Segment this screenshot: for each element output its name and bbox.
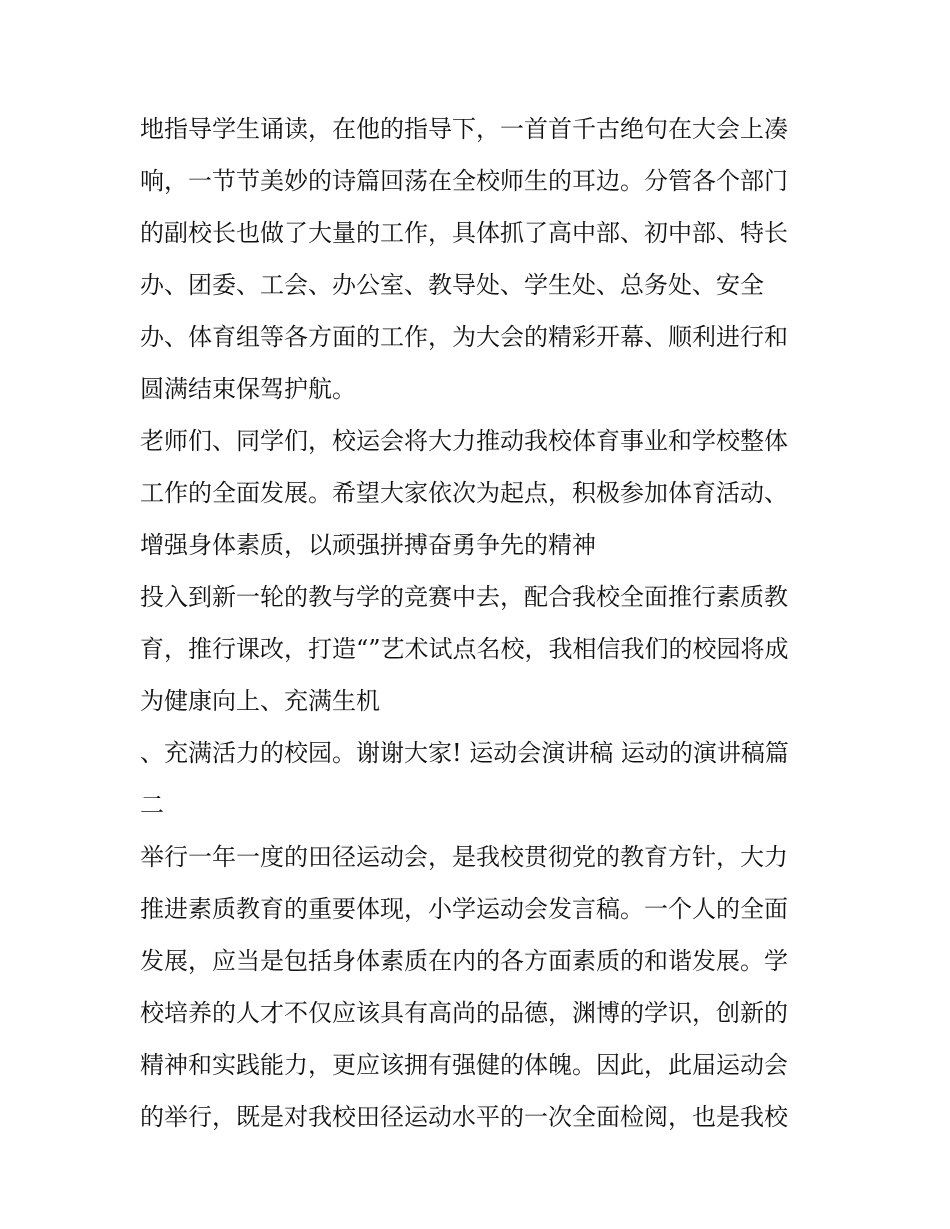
text-line: 的举行，既是对我校田径运动水平的一次全面检阅，也是我校: [140, 1103, 788, 1131]
text-line: 校培养的人才不仅应该具有高尚的品德，渊博的学识，创新的: [140, 999, 788, 1027]
text-line: 地指导学生诵读，在他的指导下，一首首千古绝句在大会上凑: [140, 115, 788, 143]
text-line: 办、体育组等各方面的工作，为大会的精彩开幕、顺利进行和: [140, 323, 788, 351]
text-line: 举行一年一度的田径运动会，是我校贯彻党的教育方针，大力: [140, 843, 788, 871]
document-body: [140, 103, 820, 1143]
text-line: 精神和实践能力，更应该拥有强健的体魄。因此，此届运动会: [140, 1051, 788, 1079]
text-line: 二: [140, 791, 164, 819]
text-line: 为健康向上、充满生机: [140, 687, 380, 715]
text-line: 老师们、同学们，校运会将大力推动我校体育事业和学校整体: [140, 427, 788, 455]
text-line: 响，一节节美妙的诗篇回荡在全校师生的耳边。分管各个部门: [140, 167, 788, 195]
text-line: 投入到新一轮的教与学的竞赛中去，配合我校全面推行素质教: [140, 583, 788, 611]
text-line: 育，推行课改，打造“”艺术试点名校，我相信我们的校园将成: [140, 635, 789, 663]
text-line: 圆满结束保驾护航。: [140, 375, 356, 403]
text-line: 推进素质教育的重要体现，小学运动会发言稿。一个人的全面: [140, 895, 788, 923]
text-line: 、充满活力的校园。谢谢大家! 运动会演讲稿 运动的演讲稿篇: [140, 739, 789, 767]
text-line: 工作的全面发展。希望大家依次为起点，积极参加体育活动、: [140, 479, 788, 507]
text-line: 的副校长也做了大量的工作，具体抓了高中部、初中部、特长: [140, 219, 788, 247]
text-line: 办、团委、工会、办公室、教导处、学生处、总务处、安全: [140, 271, 764, 299]
text-line: 发展，应当是包括身体素质在内的各方面素质的和谐发展。学: [140, 947, 788, 975]
text-line: 增强身体素质，以顽强拼搏奋勇争先的精神: [140, 531, 596, 559]
